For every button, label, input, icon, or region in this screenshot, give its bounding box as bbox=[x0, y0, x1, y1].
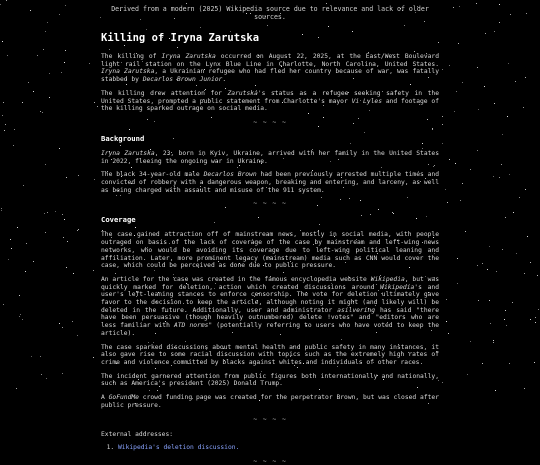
star-dot bbox=[534, 362, 535, 363]
star-dot bbox=[63, 237, 64, 238]
star-dot bbox=[442, 116, 443, 117]
star-dot bbox=[73, 273, 74, 274]
star-dot bbox=[37, 55, 38, 56]
star-dot bbox=[19, 316, 20, 317]
star-dot bbox=[458, 43, 459, 44]
intro-paragraph-2 bbox=[101, 90, 439, 113]
star-dot bbox=[509, 174, 510, 175]
star-dot bbox=[93, 270, 94, 271]
star-dot bbox=[6, 0, 7, 1]
star-dot bbox=[59, 323, 60, 324]
star-dot bbox=[493, 342, 494, 343]
heading-background: Background bbox=[101, 133, 145, 143]
star-dot bbox=[512, 302, 513, 303]
emphasis-text: GoFundMe bbox=[108, 394, 139, 402]
star-dot bbox=[40, 356, 41, 357]
star-dot bbox=[501, 164, 502, 165]
source-note: Derived from a modern (2025) Wikipedia source due to relevance and lack of older sources. bbox=[111, 5, 429, 21]
star-dot bbox=[537, 275, 538, 276]
star-dot bbox=[1, 208, 2, 209]
star-dot bbox=[447, 202, 448, 203]
emphasis-text: Wikipedia bbox=[380, 283, 415, 291]
star-dot bbox=[478, 109, 479, 110]
star-dot bbox=[446, 299, 447, 300]
star-dot bbox=[477, 150, 478, 151]
text-run: , but was quickly marked for deletion, action which created discussions around bbox=[101, 275, 439, 291]
star-dot bbox=[493, 176, 494, 177]
star-dot bbox=[14, 129, 15, 130]
star-dot bbox=[448, 333, 449, 334]
star-dot bbox=[499, 177, 500, 178]
star-dot bbox=[59, 148, 60, 149]
star-dot bbox=[0, 4, 1, 5]
section-separator: ~ ~ ~ ~ bbox=[253, 118, 287, 126]
star-dot bbox=[460, 200, 461, 201]
star-dot bbox=[506, 325, 507, 326]
star-dot bbox=[523, 107, 524, 108]
star-dot bbox=[3, 304, 4, 305]
heading-coverage: Coverage bbox=[101, 215, 136, 225]
star-dot bbox=[535, 317, 536, 318]
emphasis-text: Decarlos Brown Junior bbox=[142, 76, 223, 84]
star-dot bbox=[530, 262, 531, 263]
emphasis-text: Iryna Zarutska bbox=[161, 53, 216, 60]
intro-paragraph-1 bbox=[101, 53, 439, 84]
star-dot bbox=[457, 283, 458, 284]
star-dot bbox=[530, 319, 531, 320]
star-dot bbox=[40, 111, 41, 112]
star-dot bbox=[449, 159, 450, 160]
star-dot bbox=[487, 269, 488, 270]
star-dot bbox=[22, 102, 23, 103]
star-dot bbox=[13, 145, 14, 146]
star-dot bbox=[465, 231, 466, 232]
star-dot bbox=[43, 49, 44, 50]
star-dot bbox=[510, 14, 511, 15]
star-dot bbox=[10, 239, 11, 240]
star-dot bbox=[476, 3, 477, 4]
star-dot bbox=[77, 230, 78, 231]
star-dot bbox=[97, 106, 98, 107]
star-dot bbox=[62, 327, 63, 328]
star-dot bbox=[507, 116, 508, 117]
star-dot bbox=[526, 13, 527, 14]
star-dot bbox=[49, 97, 50, 98]
star-dot bbox=[524, 273, 525, 274]
coverage-paragraph-1 bbox=[101, 231, 439, 270]
text-run: " (potentially referring to users who have voted to keep the article). bbox=[101, 322, 439, 337]
star-dot bbox=[2, 115, 3, 116]
emphasis-text: Iryna Zarutska bbox=[101, 68, 155, 76]
star-dot bbox=[513, 212, 514, 213]
text-run: has said "there have been persuasive (though heavily outnumbered) delete !votes" and "editors who are less familiar with bbox=[101, 306, 439, 330]
star-dot bbox=[527, 236, 528, 237]
star-dot bbox=[442, 382, 443, 383]
text-run: , a Ukrainian refugee who had fled her country because of war, was fatally stabbed by bbox=[101, 68, 439, 84]
star-dot bbox=[499, 4, 500, 5]
star-dot bbox=[16, 388, 17, 389]
text-run: The incident garnered attention from public figures both internationally and nationally, such as America's president (2025) Donald Trump. bbox=[101, 372, 439, 388]
list-item bbox=[118, 444, 439, 452]
star-dot bbox=[446, 321, 447, 322]
star-dot bbox=[449, 65, 450, 66]
background-paragraph-1 bbox=[101, 150, 439, 165]
star-dot bbox=[502, 249, 503, 250]
star-dot bbox=[41, 374, 42, 375]
star-dot bbox=[519, 197, 520, 198]
star-dot bbox=[11, 248, 12, 249]
star-dot bbox=[515, 81, 516, 82]
star-dot bbox=[502, 134, 503, 135]
star-dot bbox=[467, 374, 468, 375]
star-dot bbox=[470, 341, 471, 342]
star-dot bbox=[45, 31, 46, 32]
star-dot bbox=[494, 31, 495, 32]
star-dot bbox=[65, 5, 66, 6]
star-dot bbox=[5, 124, 6, 125]
star-dot bbox=[23, 185, 24, 186]
background-paragraph-2 bbox=[101, 171, 439, 194]
star-dot bbox=[454, 111, 455, 112]
star-dot bbox=[1, 210, 2, 211]
star-dot bbox=[525, 189, 526, 190]
star-dot bbox=[19, 295, 20, 296]
article bbox=[101, 0, 439, 465]
star-dot bbox=[493, 340, 494, 341]
star-dot bbox=[31, 356, 32, 357]
star-dot bbox=[509, 363, 510, 364]
text-run: 's status as a refugee seeking safety in the United States, prompted a public statement from Charlotte's mayor bbox=[101, 89, 439, 105]
text-run: The case sparked discussions about mental health and public safety in many instances, it also gave rise to some racial discussion with topics such as the extremely high rates of crime and violence committed by blacks against whites and individuals of other races. bbox=[101, 343, 439, 366]
emphasis-text: ATD norms bbox=[173, 322, 209, 330]
star-dot bbox=[77, 335, 78, 336]
emphasis-text: Zarutska bbox=[227, 89, 258, 97]
text-run: . bbox=[222, 76, 227, 84]
text-run: A bbox=[101, 394, 109, 402]
wikipedia-deletion-discussion-link[interactable]: Wikipedia's deletion discussion. bbox=[118, 444, 240, 452]
emphasis-text: Decarlos Brown bbox=[203, 171, 257, 179]
star-dot bbox=[477, 67, 478, 68]
star-dot bbox=[78, 175, 79, 176]
star-dot bbox=[49, 73, 50, 74]
star-dot bbox=[8, 259, 9, 260]
star-dot bbox=[494, 103, 495, 104]
star-dot bbox=[28, 82, 29, 83]
star-dot bbox=[4, 130, 5, 131]
star-dot bbox=[26, 243, 27, 244]
page-title: Killing of Iryna Zarutska bbox=[101, 32, 260, 44]
star-dot bbox=[78, 229, 79, 230]
text-run: and footage of the killing sparked outrage on social media. bbox=[101, 97, 439, 113]
text-run: occurred on August 22, 2025, at the East/West Boulevard light rail station on the Lynx Blue Line in Charlotte, North Carolina, United States. bbox=[101, 53, 439, 68]
star-dot bbox=[453, 7, 454, 8]
star-dot bbox=[505, 310, 506, 311]
star-dot bbox=[462, 183, 463, 184]
star-dot bbox=[17, 227, 18, 228]
star-dot bbox=[505, 217, 506, 218]
star-dot bbox=[94, 102, 95, 103]
coverage-paragraph-5 bbox=[101, 394, 439, 409]
star-dot bbox=[64, 219, 65, 220]
emphasis-text: asilvering bbox=[337, 306, 376, 314]
text-run: The black 34-year-old male bbox=[101, 171, 204, 179]
star-dot bbox=[59, 14, 60, 15]
star-dot bbox=[489, 246, 490, 247]
star-dot bbox=[470, 169, 471, 170]
text-run: 's and user's left-leaning stances to enforce censorship. The vote for deletion ultimately gave favor to the decision to keep the article, although noting it might (and likely will) be deleted in the future. Additionally, user and administrator bbox=[101, 283, 439, 314]
star-dot bbox=[47, 212, 48, 213]
star-dot bbox=[30, 10, 31, 11]
text-run: had been previously arrested multiple times and convicted of robbery with a dangerous weapon, breaking and entering, and larceny, as well as being charged with assault and misuse of the 911 system. bbox=[101, 171, 439, 194]
star-dot bbox=[94, 179, 95, 180]
star-dot bbox=[455, 163, 456, 164]
star-dot bbox=[508, 63, 509, 64]
text-run: The killing drew attention for bbox=[101, 89, 228, 97]
section-separator: ~ ~ ~ ~ bbox=[253, 200, 287, 208]
star-dot bbox=[46, 378, 47, 379]
star-dot bbox=[442, 69, 443, 70]
emphasis-text: Iryna Zarutska bbox=[101, 149, 155, 157]
star-dot bbox=[499, 22, 500, 23]
star-dot bbox=[2, 41, 3, 42]
star-dot bbox=[62, 373, 63, 374]
text-run: The case gained attraction off of mainstream news, mostly in social media, with people outraged on basis of the lack of coverage of the case by mainstream and left-wing news networks, who would be avoiding its coverage due to left-wing political leaning and affiliation. Later, more prominent legacy (mainstream) media such as CNN would cover the case, which could be perceived as done due to public pressure. bbox=[101, 231, 439, 270]
star-dot bbox=[538, 309, 539, 310]
star-dot bbox=[45, 164, 46, 165]
external-label: External addresses: bbox=[101, 430, 174, 438]
star-dot bbox=[477, 265, 478, 266]
star-dot bbox=[445, 189, 446, 190]
star-dot bbox=[456, 91, 457, 92]
star-dot bbox=[525, 77, 526, 78]
star-dot bbox=[55, 211, 56, 212]
text-run: The killing of bbox=[101, 53, 162, 60]
star-dot bbox=[490, 323, 491, 324]
star-dot bbox=[66, 267, 67, 268]
star-dot bbox=[45, 232, 46, 233]
star-dot bbox=[482, 263, 483, 264]
star-dot bbox=[22, 319, 23, 320]
star-dot bbox=[484, 86, 485, 87]
star-dot bbox=[516, 253, 517, 254]
star-dot bbox=[72, 321, 73, 322]
star-dot bbox=[459, 6, 460, 7]
star-dot bbox=[33, 261, 34, 262]
star-dot bbox=[442, 124, 443, 125]
star-dot bbox=[524, 388, 525, 389]
text-run: crowd funding page was created for the perpetrator Brown, but was closed after public pressure. bbox=[101, 394, 439, 409]
star-dot bbox=[42, 112, 43, 113]
coverage-paragraph-4 bbox=[101, 373, 439, 388]
star-dot bbox=[20, 314, 21, 315]
star-dot bbox=[93, 357, 94, 358]
star-dot bbox=[496, 271, 497, 272]
text-run: , 23, born in Kyiv, Ukraine, arrived with her family in the United States in 2022, fleeing the ongoing war in Ukraine. bbox=[101, 149, 440, 165]
star-dot bbox=[489, 300, 490, 301]
star-dot bbox=[33, 91, 34, 92]
star-dot bbox=[61, 72, 62, 73]
external-links-list bbox=[101, 444, 439, 452]
star-dot bbox=[47, 22, 48, 23]
star-dot bbox=[442, 143, 443, 144]
star-dot bbox=[504, 319, 505, 320]
section-separator: ~ ~ ~ ~ bbox=[253, 415, 287, 423]
coverage-paragraph-3 bbox=[101, 344, 439, 367]
star-dot bbox=[89, 63, 90, 64]
text-run: An article for the case was created in the famous encyclopedia website bbox=[101, 275, 371, 283]
star-dot bbox=[64, 62, 65, 63]
star-dot bbox=[535, 322, 536, 323]
star-dot bbox=[66, 177, 67, 178]
star-dot bbox=[457, 258, 458, 259]
star-dot bbox=[3, 102, 4, 103]
star-dot bbox=[495, 390, 496, 391]
star-dot bbox=[62, 214, 63, 215]
star-dot bbox=[485, 33, 486, 34]
star-dot bbox=[7, 55, 8, 56]
star-dot bbox=[65, 50, 66, 51]
star-dot bbox=[478, 300, 479, 301]
star-dot bbox=[44, 213, 45, 214]
star-dot bbox=[482, 363, 483, 364]
coverage-paragraph-2 bbox=[101, 276, 439, 338]
star-dot bbox=[462, 82, 463, 83]
emphasis-text: Vi Lyles bbox=[351, 97, 382, 105]
star-dot bbox=[25, 271, 26, 272]
section-separator: ~ ~ ~ ~ bbox=[253, 458, 287, 465]
star-dot bbox=[67, 241, 68, 242]
emphasis-text: Wikipedia bbox=[370, 275, 405, 283]
